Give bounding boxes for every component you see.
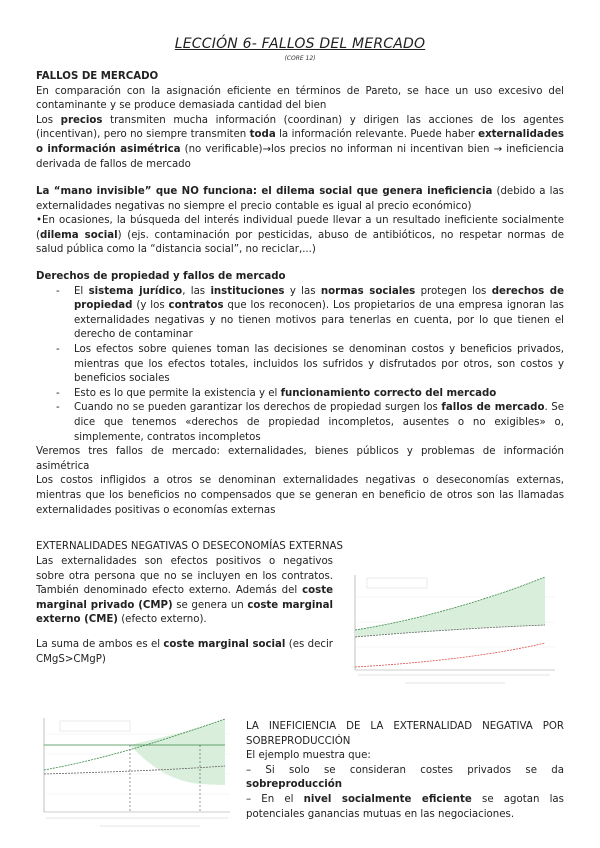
paragraph: Los costos infligidos a otros se denominan externalidades negativas o deseconomías externas, mientras que los beneficios no compensados que se generan en beneficio de otros son las llamadas externalidades positivas o economías externas — [36, 475, 564, 516]
external-cost-curve — [355, 643, 545, 667]
list-item: - Los efectos sobre quienes toman las decisiones se denominan costos y beneficios privados, mientras que los efectos totales, incluidos los sufridos y disfrutados por otros, son costos y beneficios sociales — [36, 343, 564, 387]
page-subtitle: (CORE 12) — [284, 55, 316, 62]
paragraph: En comparación con la asignación eficiente en términos de Pareto, se hace un uso excesivo del contaminante y se produce demasiada cantidad del bien — [36, 85, 564, 112]
paragraph: Veremos tres fallos de mercado: externalidades, bienes públicos y problemas de información asimétrica — [36, 446, 564, 472]
deadweight-loss-area — [130, 719, 225, 785]
list-item: - Cuando no se pueden garantizar los derechos de propiedad surgen los fallos de mercado. Se dice que tenemos «derechos de propiedad incompletos, ausentes o no exigibles» o, simplemente, contratos incompletos — [36, 401, 564, 445]
section-heading: FALLOS DE MERCADO — [36, 71, 159, 82]
section-fallos — [36, 70, 564, 172]
section-heading: LA INEFICIENCIA DE LA EXTERNALIDAD NEGATIVA POR SOBREPRODUCCIÓN — [246, 721, 564, 747]
paragraph: El ejemplo muestra que: — [246, 750, 371, 762]
paragraph: Las externalidades son efectos positivos o negativos sobre otra persona que no se incluyen en los contratos. También denominado efecto externo. Además del coste marginal privado (CMP) se genera un coste marginal externo (CME) (efecto externo). — [36, 556, 333, 626]
page-title: LECCIÓN 6- FALLOS DEL MERCADO — [174, 36, 426, 52]
paragraph: Los precios transmiten mucha información (coordinan) y dirigen las acciones de los agentes (incentivan), pero no siempre transmiten toda la información relevante. Puede haber externalidades o información asimétrica (no verificable)→los precios no informan ni incentivan bien → ineficiencia derivada de fallos de mercado — [36, 114, 565, 170]
overproduction-figure — [30, 714, 238, 836]
section-sobreproduccion — [246, 720, 564, 822]
section-externalidades — [36, 555, 333, 667]
section-heading: EXTERNALIDADES NEGATIVAS O DESECONOMÍAS EXTERNAS — [36, 541, 343, 552]
list-item: - Esto es lo que permite la existencia y el funcionamiento correcto del mercado — [36, 387, 564, 402]
section-derechos — [36, 270, 564, 518]
legend-box — [60, 721, 130, 731]
paragraph: – Si solo se consideran costes privados se da sobreproducción — [246, 764, 564, 791]
bullet-list — [36, 285, 564, 446]
section-mano-invisible — [36, 185, 564, 258]
paragraph: •En ocasiones, la búsqueda del interés individual puede llevar a un resultado ineficiente socialmente (dilema social) (ejs. contaminación por pesticidas, abuso de antibióticos, no respetar normas de salud pública como la “distancia social”, no reciclar,...) — [36, 215, 564, 256]
list-item: - El sistema jurídico, las instituciones y las normas sociales protegen los derechos de propiedad (y los contratos que los reconocen). Los propietarios de una empresa ignoran las externalidades negativas y no tienen motivos para tenerlas en cuenta, por lo que tienen el derecho de contaminar — [36, 285, 564, 343]
paragraph: La “mano invisible” que NO funciona: el dilema social que genera ineficiencia (debido a las externalidades negativas no siempre el precio contable es igual al precio económico) — [36, 186, 564, 212]
paragraph: La suma de ambos es el coste marginal social (es decir CMgS>CMgP) — [36, 638, 333, 665]
section-heading: Derechos de propiedad y fallos de mercado — [36, 271, 286, 282]
paragraph: – En el nivel socialmente eficiente se agotan las potenciales ganancias mutuas en las negociaciones. — [246, 793, 564, 820]
legend-box — [367, 578, 427, 588]
externality-cost-figure — [345, 567, 565, 689]
